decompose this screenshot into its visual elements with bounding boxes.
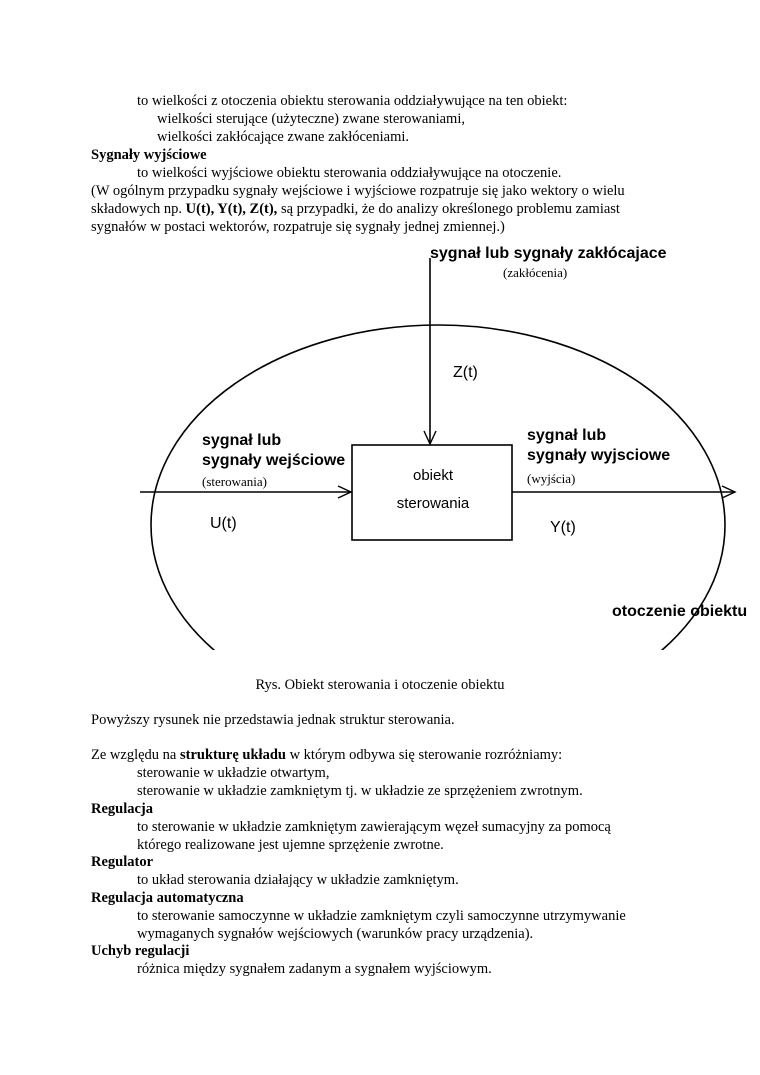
regulacja-line-1: to sterowanie w układzie zamkniętym zawierającym węzeł sumacyjny za pomocą (137, 819, 611, 835)
regulacja-line-2: którego realizowane jest ujemne sprzężenie zwrotne. (137, 837, 444, 853)
figure-caption: Rys. Obiekt sterowania i otoczenie obiektu (255, 677, 505, 693)
note-line-2 (91, 200, 620, 218)
object-box-line-2: sterowania (396, 495, 470, 512)
object-box-line-1: obiekt (412, 467, 454, 484)
paragraph-1: Powyższy rysunek nie przedstawia jednak struktur sterowania. (91, 712, 455, 728)
regulator-line-1: to układ sterowania działający w układzie zamkniętym. (137, 872, 459, 888)
control-object-diagram (0, 230, 760, 650)
environment-label: otoczenie obiektu (612, 603, 748, 620)
input-sublabel: (sterowania) (202, 474, 267, 489)
heading-regulator: Regulator (91, 854, 154, 870)
top-line-3: wielkości zakłócające zwane zakłóceniami. (157, 129, 410, 145)
disturbance-sublabel: (zakłócenia) (503, 265, 568, 280)
paragraph-2-bold: strukturę układu (179, 747, 286, 763)
uchyb-line-1: różnica między sygnałem zadanym a sygnałem wyjściowym. (137, 961, 492, 977)
paragraph-2-pre: Ze względu na (91, 747, 180, 763)
u-label: U(t) (210, 515, 237, 532)
note-line-1: (W ogólnym przypadku sygnały wejściowe i wyjściowe rozpatruje się jako wektory o wielu (91, 183, 625, 199)
input-label-line-2: sygnały wejściowe (202, 452, 346, 469)
note-line-2-pre: składowych np. (91, 201, 186, 217)
regulacja-automatyczna-line-1: to sterowanie samoczynne w układzie zamkniętym czyli samoczynne utrzymywanie (137, 908, 626, 924)
heading-sygnaly-wyjsciowe: Sygnały wyjściowe (91, 147, 207, 163)
top-line-1: to wielkości z otoczenia obiektu sterowania oddziaływujące na ten obiekt: (137, 93, 568, 109)
object-box (352, 445, 512, 540)
regulacja-automatyczna-line-2: wymaganych sygnałów wejściowych (warunków pracy urządzenia). (137, 926, 534, 942)
note-line-3: sygnałów w postaci wektorów, rozpatruje się sygnały jednej zmiennej.) (91, 219, 505, 235)
sygnaly-wyjsciowe-definition: to wielkości wyjściowe obiektu sterowania oddziaływujące na otoczenie. (137, 165, 562, 181)
paragraph-2 (91, 746, 562, 764)
input-label-line-1: sygnał lub (202, 432, 282, 449)
note-line-2-vectors: U(t), Y(t), Z(t), (185, 201, 278, 217)
structure-item-1: sterowanie w układzie otwartym, (137, 765, 330, 781)
y-label: Y(t) (550, 519, 576, 536)
top-line-2: wielkości sterujące (użyteczne) zwane sterowaniami, (157, 111, 465, 127)
heading-regulacja: Regulacja (91, 801, 154, 817)
z-label: Z(t) (453, 364, 478, 381)
heading-regulacja-automatyczna: Regulacja automatyczna (91, 890, 244, 906)
structure-item-2: sterowanie w układzie zamkniętym tj. w układzie ze sprzężeniem zwrotnym. (137, 783, 583, 799)
paragraph-2-post: w którym odbywa się sterowanie rozróżniamy: (285, 747, 563, 763)
output-label-line-2: sygnały wyjsciowe (527, 447, 671, 464)
output-sublabel: (wyjścia) (527, 471, 576, 486)
heading-uchyb-regulacji: Uchyb regulacji (91, 943, 190, 959)
output-label-line-1: sygnał lub (527, 427, 607, 444)
disturbance-label: sygnał lub sygnały zakłócajace (430, 245, 667, 262)
note-line-2-post: są przypadki, że do analizy określonego problemu zamiast (277, 201, 620, 217)
